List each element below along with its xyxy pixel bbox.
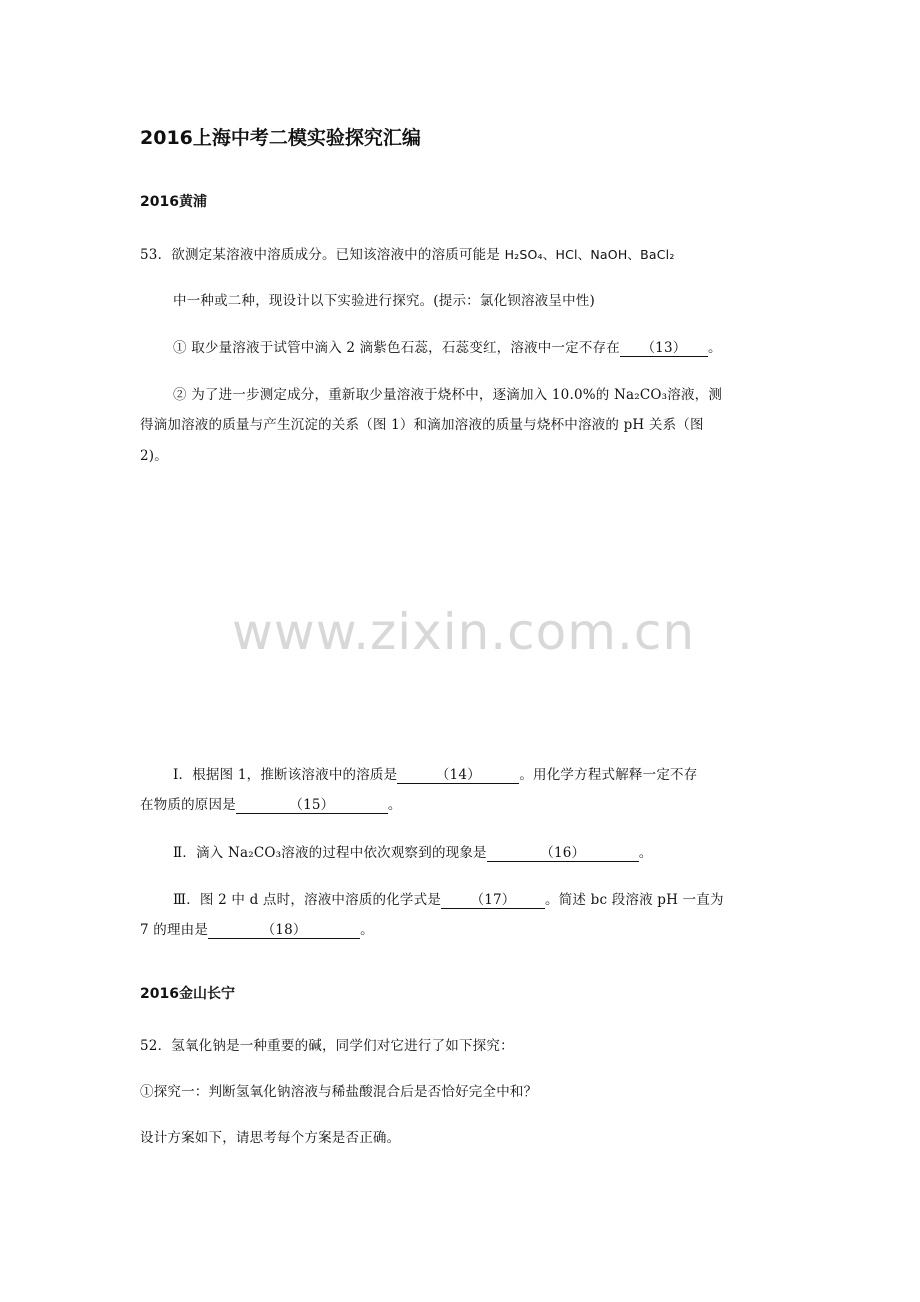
q53-step1-text: ① 取少量溶液于试管中滴入 2 滴紫色石蕊，石蕊变红，溶液中一定不存在 bbox=[173, 340, 620, 356]
q53-part2-period: 。 bbox=[638, 845, 653, 861]
q53-intro-line1 bbox=[140, 243, 675, 263]
section-heading-huangpu: 2016黄浦 bbox=[140, 194, 207, 210]
q53-part3-period: 。 bbox=[360, 922, 374, 938]
q53-step1-period: 。 bbox=[707, 340, 722, 356]
q53-part1-period: 。 bbox=[387, 797, 402, 813]
q52-line3: 设计方案如下，请思考每个方案是否正确。 bbox=[140, 1130, 401, 1146]
q53-part1-text2: 。用化学方程式解释一定不存 bbox=[519, 767, 698, 783]
q53-part2 bbox=[173, 841, 652, 862]
document-title: 2016上海中考二模实验探究汇编 bbox=[140, 127, 421, 149]
answer-blank-17[interactable]: （17） bbox=[441, 892, 545, 909]
q53-part1-line2 bbox=[140, 793, 402, 814]
q52-line1: 52．氢氧化钠是一种重要的碱，同学们对它进行了如下探究： bbox=[140, 1038, 514, 1054]
q53-step2-line2: 得滴加溶液的质量与产生沉淀的关系（图 1）和滴加溶液的质量与烧杯中溶液的 pH 关系（图 bbox=[140, 417, 704, 433]
watermark-text: www.zixin.com.cn bbox=[232, 603, 696, 661]
q53-part2-text: Ⅱ．滴入 Na₂CO₃溶液的过程中依次观察到的现象是 bbox=[173, 845, 487, 861]
q53-step2-line1: ② 为了进一步测定成分，重新取少量溶液于烧杯中，逐滴加入 10.0%的 Na₂CO₃溶液，测 bbox=[173, 387, 723, 403]
answer-blank-13[interactable]: （13） bbox=[620, 340, 708, 357]
q53-intro-text: 53．欲测定某溶液中溶质成分。已知该溶液中的溶质可能是 bbox=[140, 247, 505, 263]
q53-part3-text: Ⅲ．图 2 中 d 点时，溶液中溶质的化学式是 bbox=[173, 892, 442, 908]
q53-part3-text3: 7 的理由是 bbox=[140, 922, 209, 938]
q53-step2-line3: 2)。 bbox=[140, 448, 168, 464]
q53-part1-text: Ⅰ．根据图 1，推断该溶液中的溶质是 bbox=[173, 767, 398, 783]
q52-line2: ①探究一：判断氢氧化钠溶液与稀盐酸混合后是否恰好完全中和？ bbox=[140, 1084, 538, 1100]
answer-blank-18[interactable]: （18） bbox=[208, 922, 360, 939]
answer-blank-15[interactable]: （15） bbox=[236, 797, 388, 814]
q53-intro-line2: 中一种或二种，现设计以下实验进行探究。(提示：氯化钡溶液呈中性) bbox=[173, 293, 595, 309]
q53-part1-line1 bbox=[173, 763, 697, 784]
q53-part3-line2 bbox=[140, 918, 374, 939]
q53-part3-text2: 。简述 bc 段溶液 pH 一直为 bbox=[545, 892, 724, 908]
q53-formulas: H₂SO₄、HCl、NaOH、BaCl₂ bbox=[504, 247, 675, 262]
answer-blank-16[interactable]: （16） bbox=[487, 845, 639, 862]
q53-step1 bbox=[173, 336, 722, 357]
q53-part1-text3: 在物质的原因是 bbox=[140, 797, 236, 813]
section-heading-jinshan-changning: 2016金山长宁 bbox=[140, 986, 235, 1002]
q53-part3-line1 bbox=[173, 888, 724, 909]
answer-blank-14[interactable]: （14） bbox=[397, 767, 519, 784]
